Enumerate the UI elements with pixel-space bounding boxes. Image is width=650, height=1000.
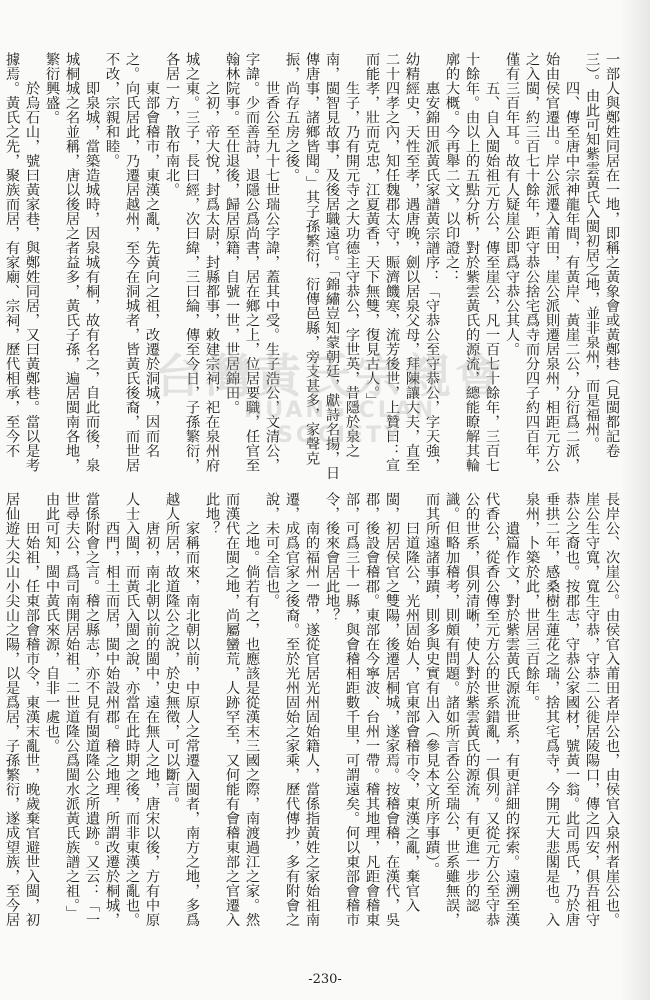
upper-text-block	[4, 52, 622, 484]
scan-edge-shadow	[620, 0, 650, 1000]
paragraph: 生子，乃有開元寺之大功德主守恭公，字世英，昔隱於泉之南，閩智見故事，及後居職遠官。「錦繡豈知蒙朝廷，獻詩名揚，日傳唐事，諸鄉皆聞。」其子孫繁衍，衍傳邑縣，旁支甚多，家聲克振，尚存五房之後。	[284, 52, 360, 480]
paragraph: 西門，相土而居，閩中始設州郡。稽之地理，所謂改遷於桐城，當係附會之言。稽之縣志，亦不見有閩道隆公之所遺跡。又云：「一世尋夫公，爲司南開居始祖，二世道隆公爲閩水派黃氏族譜之祖。」由此可知，閩中黃氏來源，自非一處也。	[44, 492, 120, 927]
paragraph: 即泉城，當築造城時，因泉城有桐，故有名之，自此而後，泉城桐城之名並稱，唐以後居之者益多，黃氏子孫，遍居閩南各地，繁衍興盛。	[44, 52, 100, 473]
paragraph: 東部會稽市，東漢之亂，先黃向之祖，改遷於洞城，因而名之。向氏居此，乃遷居越州，至今在洞城者，皆黃氏後裔，而世居不改，宗親和睦。	[104, 52, 160, 473]
paragraph: 家稱而來，南北朝以前，中原人之常遷入閩者，南方之地，多爲越人所居，故道隆公之說，於史無徵，可以斷言。	[164, 492, 200, 927]
paragraph: 曰道隆公，光州固始人，官東部會稽市令，東漢之亂，棄官入閩，初居侯官之雙陽，後遷居桐城，遂家焉。按稽會稽，在漢代，吳郡，後設會稽郡。東部在今寧波、台州一帶。稽其地理，凡距會稽東部，可爲三十一縣，與會稽相距數千里，可謂遠矣。何以東部會稽市令，後來會居此地？	[324, 492, 420, 927]
paragraph: 之初，帝大悅，封爲太尉，封縣都事，敕建宗祠，祀在泉州府城之東。三子，長曰經，次曰緯，三曰綸，傳至今日，子孫繁衍，各居一方，散布南北。	[164, 52, 220, 473]
watermark-subtext: HUANG CLAN SOCIETY	[243, 398, 437, 448]
paragraph: 惠安錦田派黃氏家譜黃宗譜序：「守恭公至守恭公，字天強，幼精經史，天性至孝，遇唐晚，劍以居泉父母，拜陳讓大夫，直至二十四孝之內，知任魏郡太守，賑濟饑寒，流芳後世，上贊曰：宣而能孝，壯而克忠，江夏黃香，天下無雙，復見古人。」	[364, 52, 440, 473]
paragraph: 於烏石山，號曰黃家巷，與鄭姓同居，又曰黃鄭巷。當以是考據焉。黃氏之先，聚族而居，有家廟、宗祠，歷代相承，至今不	[4, 52, 40, 473]
paragraph: 四、傳至唐中宗神龍年間，有黃岸、黃崖二公，分衍爲二派，始由侯官遷出。岸公派遷入莆田，崖公派則遷居泉州，相距元方公之入閩，約三百七十餘年，距守恭公捨宅爲寺而分四子約四百年，僅有三百年耳。故有人疑崖公即爲守恭公其人。	[504, 52, 580, 473]
watermark-text: 台灣黃氏宗親會	[155, 349, 505, 403]
paragraph: 之地。倘若有之，也應該是從漢末三國之際，南渡過江之家。然而漢代在閩之地，尚屬蠻荒，人跡罕至，又何能有會稽東部之官遷入此地？	[204, 492, 260, 927]
paragraph: 遺篇作文，對於紫雲黃氏源流世系，有更詳細的探索。遠溯至漢代香公，從香公傳至元方公的世系錯亂，一俱列。又從元方公至守恭公的世系，俱列清晰，使人對於紫雲黃氏的源流，有更進一步的認識。但略加稽考，則頗有問題。諸如所言香公至瑞公，世系雖無誤，而其所遠諸事蹟，則多與史實有出入（參見本文所序事蹟）。	[424, 492, 520, 927]
paragraph: 田始祖，任東部會稽市令，東漢末亂世，晚歲棄官避世入閩，初居仙遊大尖山小尖山之陽，以是爲居，子孫繁衍，遂成望族，至今居	[4, 492, 40, 927]
paragraph: 唐初，南北朝以前的閩中，遠在無人之地，唐宋以後，方有中原人士入閩，而黃氏入閩之說，亦當在此時期之後，而非東漢之亂也。	[124, 492, 160, 927]
paragraph: 長岸公、次崖公。由侯官入莆田者岸公也，由侯官入泉州者崖公也。崖公生守寬，寬生守恭，守恭二公徙居陵陽口，傳之四安，俱吾祖守恭公之裔也。按郡志，守恭公家國材，號黃一翁。此司馬氏，乃於唐垂拱二年，感桑樹生蓮花之瑞，捨其宅爲寺，今開元大悲閣是也。入泉州，卜築於此，世居三百餘年。	[524, 492, 620, 927]
paragraph: 一部人與鄭姓同居在一地，即稱之黃象會或黃鄭巷（見閩都記卷三）。由此可知紫雲黃氏入閩初居之地，並非泉州，而是福州。	[584, 52, 620, 458]
paragraph: 南的福州一帶，遂從官居光州固始籍人，當係指黃姓之家始祖南遷，成爲官家之後裔。至於光州固始之家乘，歷代傳抄，多有附會之說，未可全信也。	[264, 492, 320, 927]
page-number: -230-	[308, 972, 342, 987]
paragraph: 世香公至九十七世瑞公字諱，蓋其中受。生子浩公，文清公，字諱。少而善詩，退隱公爲尚書，居在鄉之上，位居要職，任官至翰林院事。至仕退後，歸居原籍，自號一世，世居錦田。	[224, 52, 280, 473]
paragraph: 五、自入閩始祖元方公，傳至崖公，凡一百七十餘年，三百七十餘年。由以上的五點分析，對於紫雲黃氏的源流，總能瞭解其輪廓的大概。今再舉二文，以印證之：	[444, 52, 500, 473]
lower-text-block	[4, 492, 622, 930]
